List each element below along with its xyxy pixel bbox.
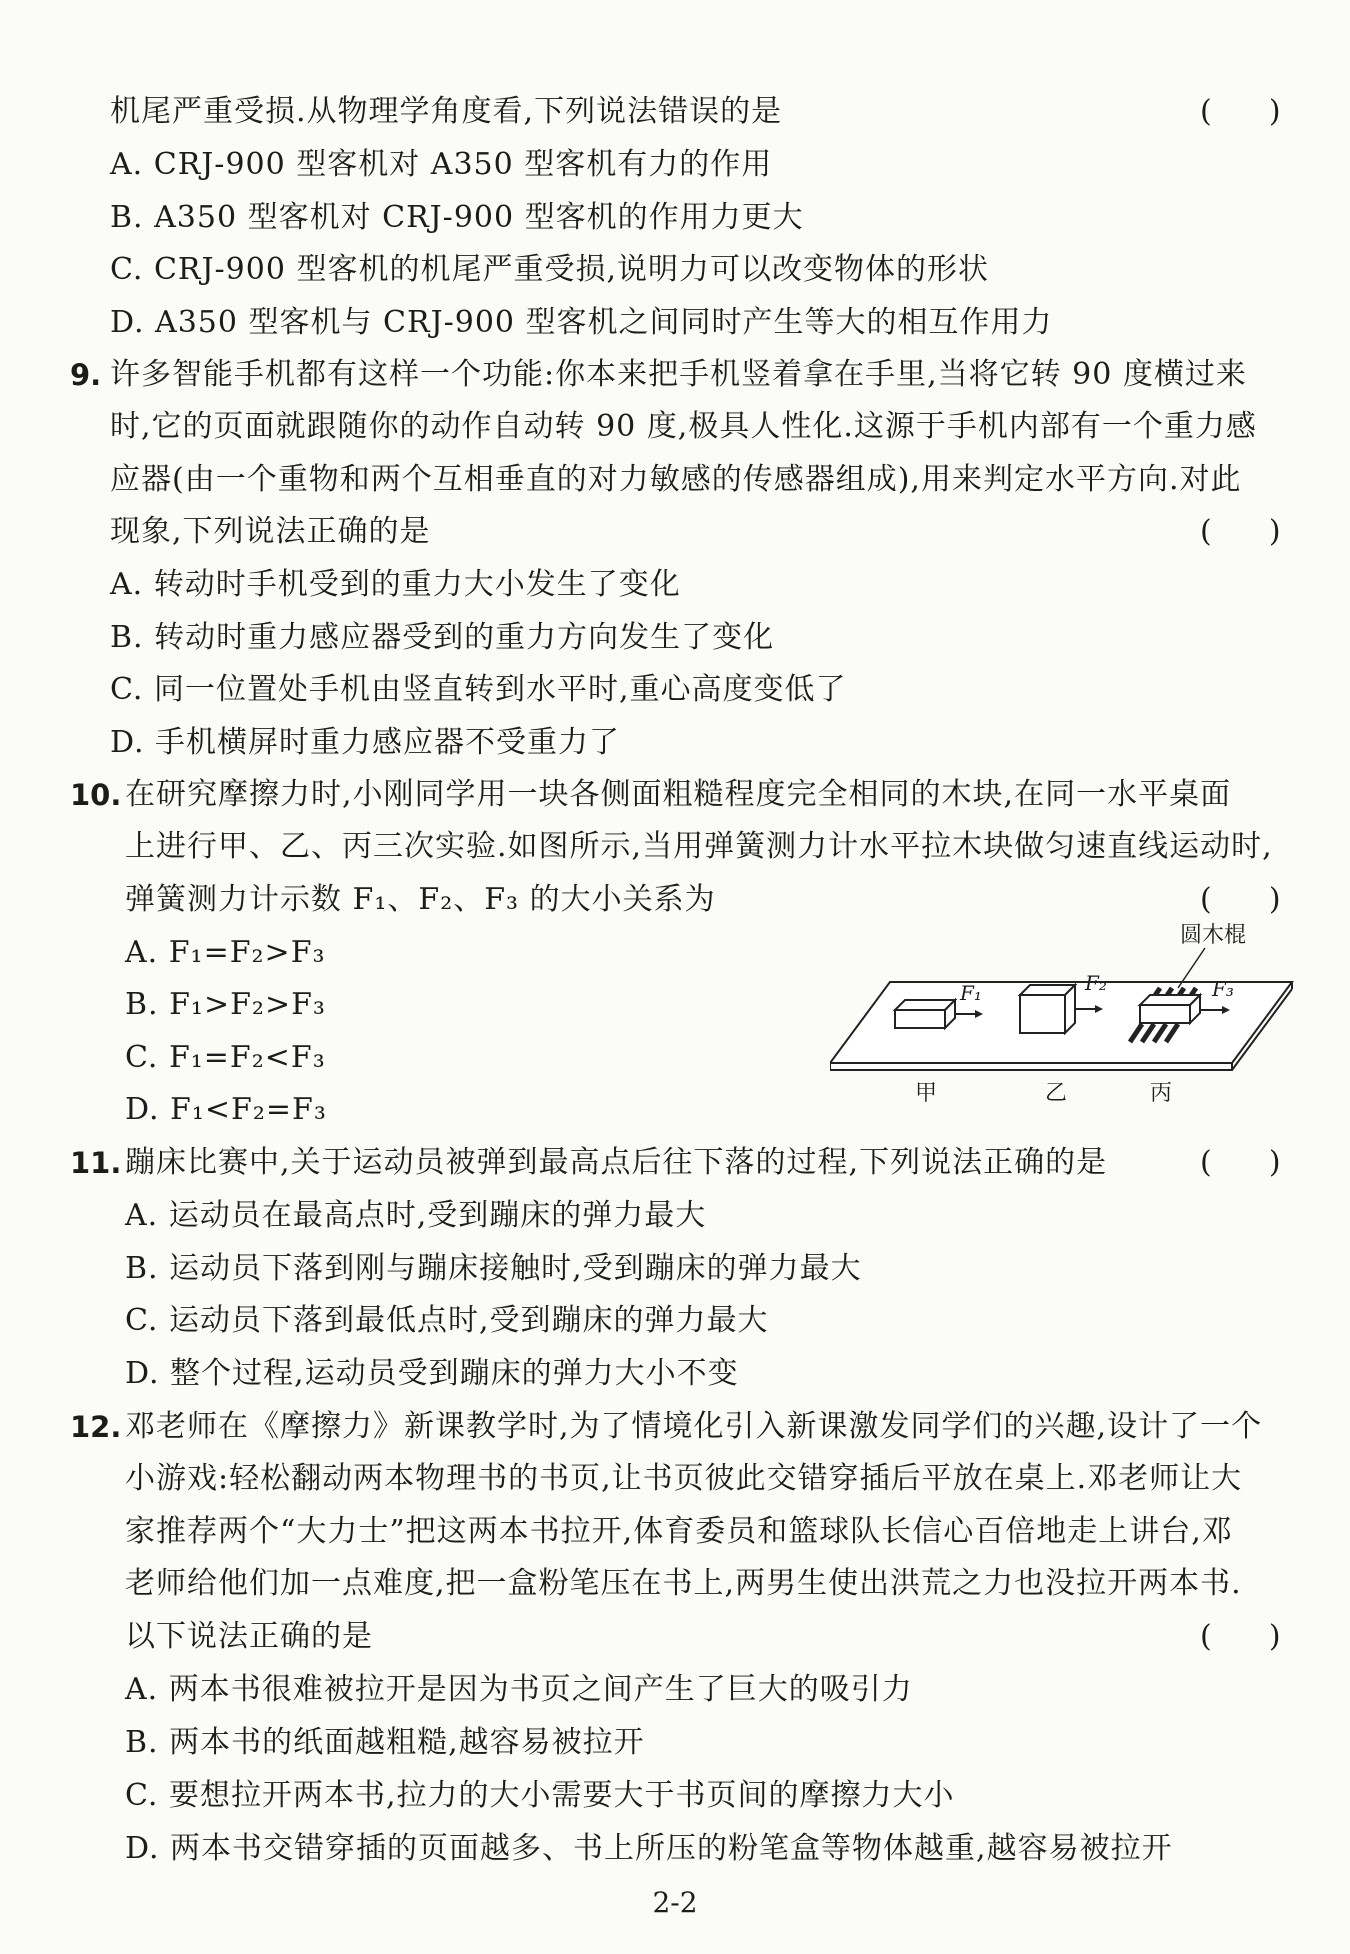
q9-stem-line-2: 时,它的页面就跟随你的动作自动转 90 度,极具人性化.这源于手机内部有一个重力感	[110, 409, 1257, 444]
q11-option-c: C. 运动员下落到最低点时,受到蹦床的弹力最大	[125, 1303, 769, 1338]
q9-stem-line-1: 许多智能手机都有这样一个功能:你本来把手机竖着拿在手里,当将它转 90 度横过来	[110, 357, 1247, 392]
q12-answer-paren: ( )	[1200, 1619, 1281, 1654]
page-number: 2-2	[652, 1886, 698, 1919]
q12-stem-line-2: 小游戏:轻松翻动两本物理书的书页,让书页彼此交错穿插后平放在桌上.邓老师让大	[125, 1461, 1243, 1496]
label-f1: F₁	[960, 981, 982, 1005]
q11-stem-line-1: 蹦床比赛中,关于运动员被弹到最高点后往下落的过程,下列说法正确的是	[125, 1145, 1108, 1180]
q12-stem-line-1: 邓老师在《摩擦力》新课教学时,为了情境化引入新课激发同学们的兴趣,设计了一个	[125, 1409, 1263, 1444]
roller-label: 圆木棍	[1180, 923, 1247, 948]
label-jia: 甲	[915, 1081, 938, 1106]
q9-answer-paren: ( )	[1200, 514, 1281, 549]
q12-option-d: D. 两本书交错穿插的页面越多、书上所压的粉笔盒等物体越重,越容易被拉开	[125, 1831, 1173, 1866]
label-bing: 丙	[1150, 1081, 1173, 1106]
q9-option-a: A. 转动时手机受到的重力大小发生了变化	[110, 567, 681, 602]
q11-option-b: B. 运动员下落到刚与蹦床接触时,受到蹦床的弹力最大	[125, 1251, 862, 1286]
q9-option-c: C. 同一位置处手机由竖直转到水平时,重心高度变低了	[110, 672, 847, 707]
q11-number: 11.	[70, 1146, 122, 1180]
q8-option-b: B. A350 型客机对 CRJ-900 型客机的作用力更大	[110, 200, 804, 235]
q10-stem-line-3: 弹簧测力计示数 F₁、F₂、F₃ 的大小关系为	[125, 882, 716, 917]
q11-option-a: A. 运动员在最高点时,受到蹦床的弹力最大	[125, 1198, 707, 1233]
label-f2: F₂	[1085, 971, 1107, 995]
block-bing	[1140, 995, 1200, 1023]
q8-option-a: A. CRJ-900 型客机对 A350 型客机有力的作用	[110, 147, 773, 182]
q11-answer-paren: ( )	[1200, 1145, 1281, 1180]
q12-stem-line-3: 家推荐两个“大力士”把这两本书拉开,体育委员和篮球队长信心百倍地走上讲台,邓	[125, 1514, 1233, 1549]
q9-stem-line-3: 应器(由一个重物和两个互相垂直的对力敏感的传感器组成),用来判定水平方向.对此	[110, 462, 1242, 497]
q8-answer-paren: ( )	[1200, 94, 1281, 129]
q12-option-c: C. 要想拉开两本书,拉力的大小需要大于书页间的摩擦力大小	[125, 1778, 955, 1813]
q12-number: 12.	[70, 1410, 122, 1444]
q12-stem-line-4: 老师给他们加一点难度,把一盒粉笔压在书上,两男生使出洪荒之力也没拉开两本书.	[125, 1566, 1242, 1601]
q12-option-b: B. 两本书的纸面越粗糙,越容易被拉开	[125, 1725, 645, 1760]
q10-option-a: A. F₁=F₂>F₃	[125, 935, 326, 970]
q8-option-c: C. CRJ-900 型客机的机尾严重受损,说明力可以改变物体的形状	[110, 252, 989, 287]
tabletop-edge	[830, 1063, 1232, 1070]
q8-stem-line: 机尾严重受损.从物理学角度看,下列说法错误的是	[110, 94, 783, 129]
q10-stem-line-2: 上进行甲、乙、丙三次实验.如图所示,当用弹簧测力计水平拉木块做匀速直线运动时,	[125, 829, 1273, 864]
q10-option-d: D. F₁<F₂=F₃	[125, 1092, 327, 1127]
q12-stem-line-5: 以下说法正确的是	[125, 1619, 373, 1654]
friction-experiment-figure	[830, 920, 1300, 1120]
q12-option-a: A. 两本书很难被拉开是因为书页之间产生了巨大的吸引力	[125, 1672, 913, 1707]
q9-option-d: D. 手机横屏时重力感应器不受重力了	[110, 725, 621, 760]
q10-stem-line-1: 在研究摩擦力时,小刚同学用一块各侧面粗糙程度完全相同的木块,在同一水平桌面	[125, 777, 1232, 812]
q10-answer-paren: ( )	[1200, 882, 1281, 917]
label-f3: F₃	[1212, 977, 1234, 1001]
block-yi	[1020, 985, 1075, 1033]
q9-stem-line-4: 现象,下列说法正确的是	[110, 514, 431, 549]
q8-option-d: D. A350 型客机与 CRJ-900 型客机之间同时产生等大的相互作用力	[110, 305, 1053, 340]
q10-option-c: C. F₁=F₂<F₃	[125, 1040, 326, 1075]
q9-number: 9.	[70, 358, 102, 392]
q10-option-b: B. F₁>F₂>F₃	[125, 987, 326, 1022]
q10-number: 10.	[70, 778, 122, 812]
block-jia	[895, 1000, 955, 1028]
q9-option-b: B. 转动时重力感应器受到的重力方向发生了变化	[110, 620, 775, 655]
q11-option-d: D. 整个过程,运动员受到蹦床的弹力大小不变	[125, 1356, 739, 1391]
label-yi: 乙	[1045, 1081, 1068, 1106]
